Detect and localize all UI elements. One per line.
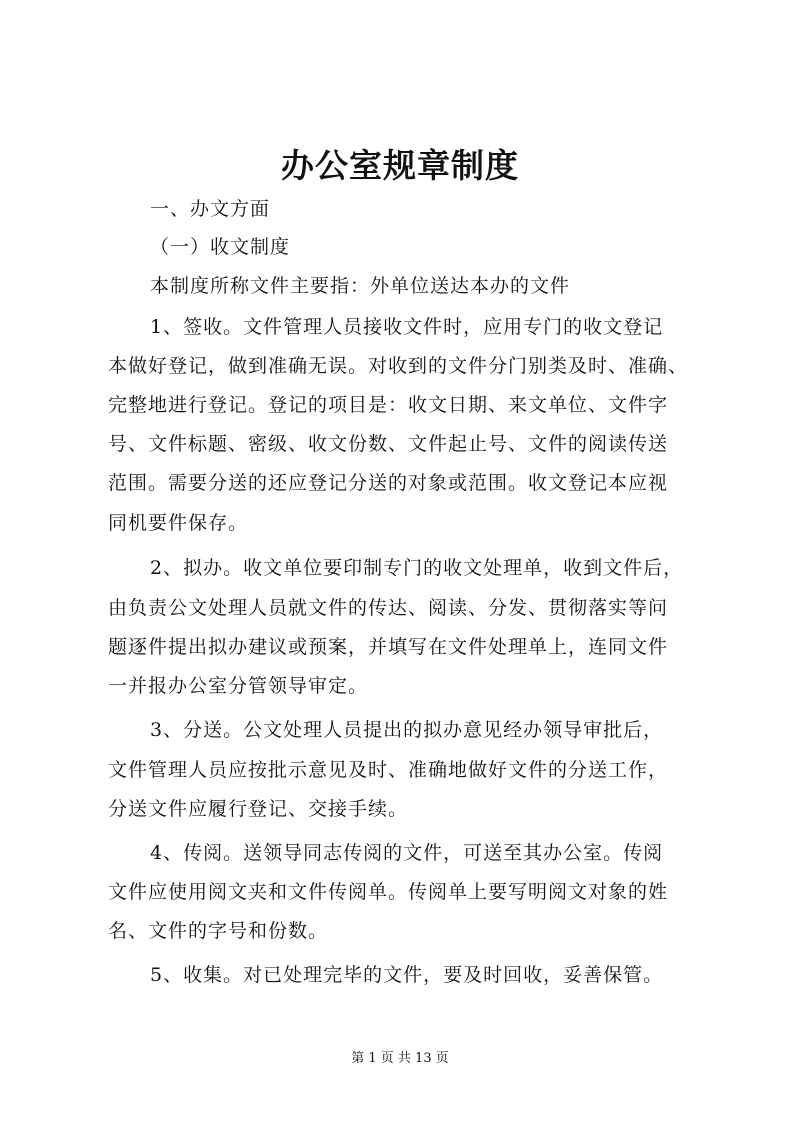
paragraph-line: 一并报办公室分管领导审定。 [108, 675, 369, 697]
paragraph-line: 1、签收。文件管理人员接收文件时，应用专门的收文登记 [150, 316, 664, 338]
paragraph-line: 范围。需要分送的还应登记分送的对象或范围。收文登记本应视 [108, 472, 669, 494]
paragraph-line: 本制度所称文件主要指：外单位送达本办的文件 [150, 275, 571, 297]
page-title: 办公室规章制度 [281, 146, 519, 185]
paragraph-line: 2、拟办。收文单位要印制专门的收文处理单，收到文件后， [150, 557, 684, 579]
page-number-footer: 第 1 页 共 13 页 [351, 1051, 449, 1066]
paragraph-line: 完整地进行登记。登记的项目是：收文日期、来文单位、文件字 [108, 394, 669, 416]
paragraph-line: 同机要件保存。 [108, 512, 249, 534]
paragraph-line: 题逐件提出拟办建议或预案，并填写在文件处理单上，连同文件 [108, 636, 669, 658]
paragraph-line: 3、分送。公文处理人员提出的拟办意见经办领导审批后， [150, 719, 664, 741]
paragraph-line: 名、文件的字号和份数。 [108, 920, 329, 942]
paragraph-line: 由负责公文处理人员就文件的传达、阅读、分发、贯彻落实等问 [108, 597, 669, 619]
paragraph-line: 本做好登记，做到准确无误。对收到的文件分门别类及时、准确、 [108, 355, 689, 377]
paragraph-line: 分送文件应履行登记、交接手续。 [108, 798, 409, 820]
paragraph-line: 号、文件标题、密级、收文份数、文件起止号、文件的阅读传送 [108, 433, 669, 455]
paragraph-line: 5、收集。对已处理完毕的文件，要及时回收，妥善保管。 [150, 964, 664, 986]
paragraph-line: 文件管理人员应按批示意见及时、准确地做好文件的分送工作， [108, 759, 669, 781]
subsection-heading: （一）收文制度 [150, 236, 291, 258]
paragraph-line: 4、传阅。送领导同志传阅的文件，可送至其办公室。传阅 [150, 842, 664, 864]
paragraph-line: 文件应使用阅文夹和文件传阅单。传阅单上要写明阅文对象的姓 [108, 881, 669, 903]
section-heading: 一、办文方面 [150, 198, 271, 220]
